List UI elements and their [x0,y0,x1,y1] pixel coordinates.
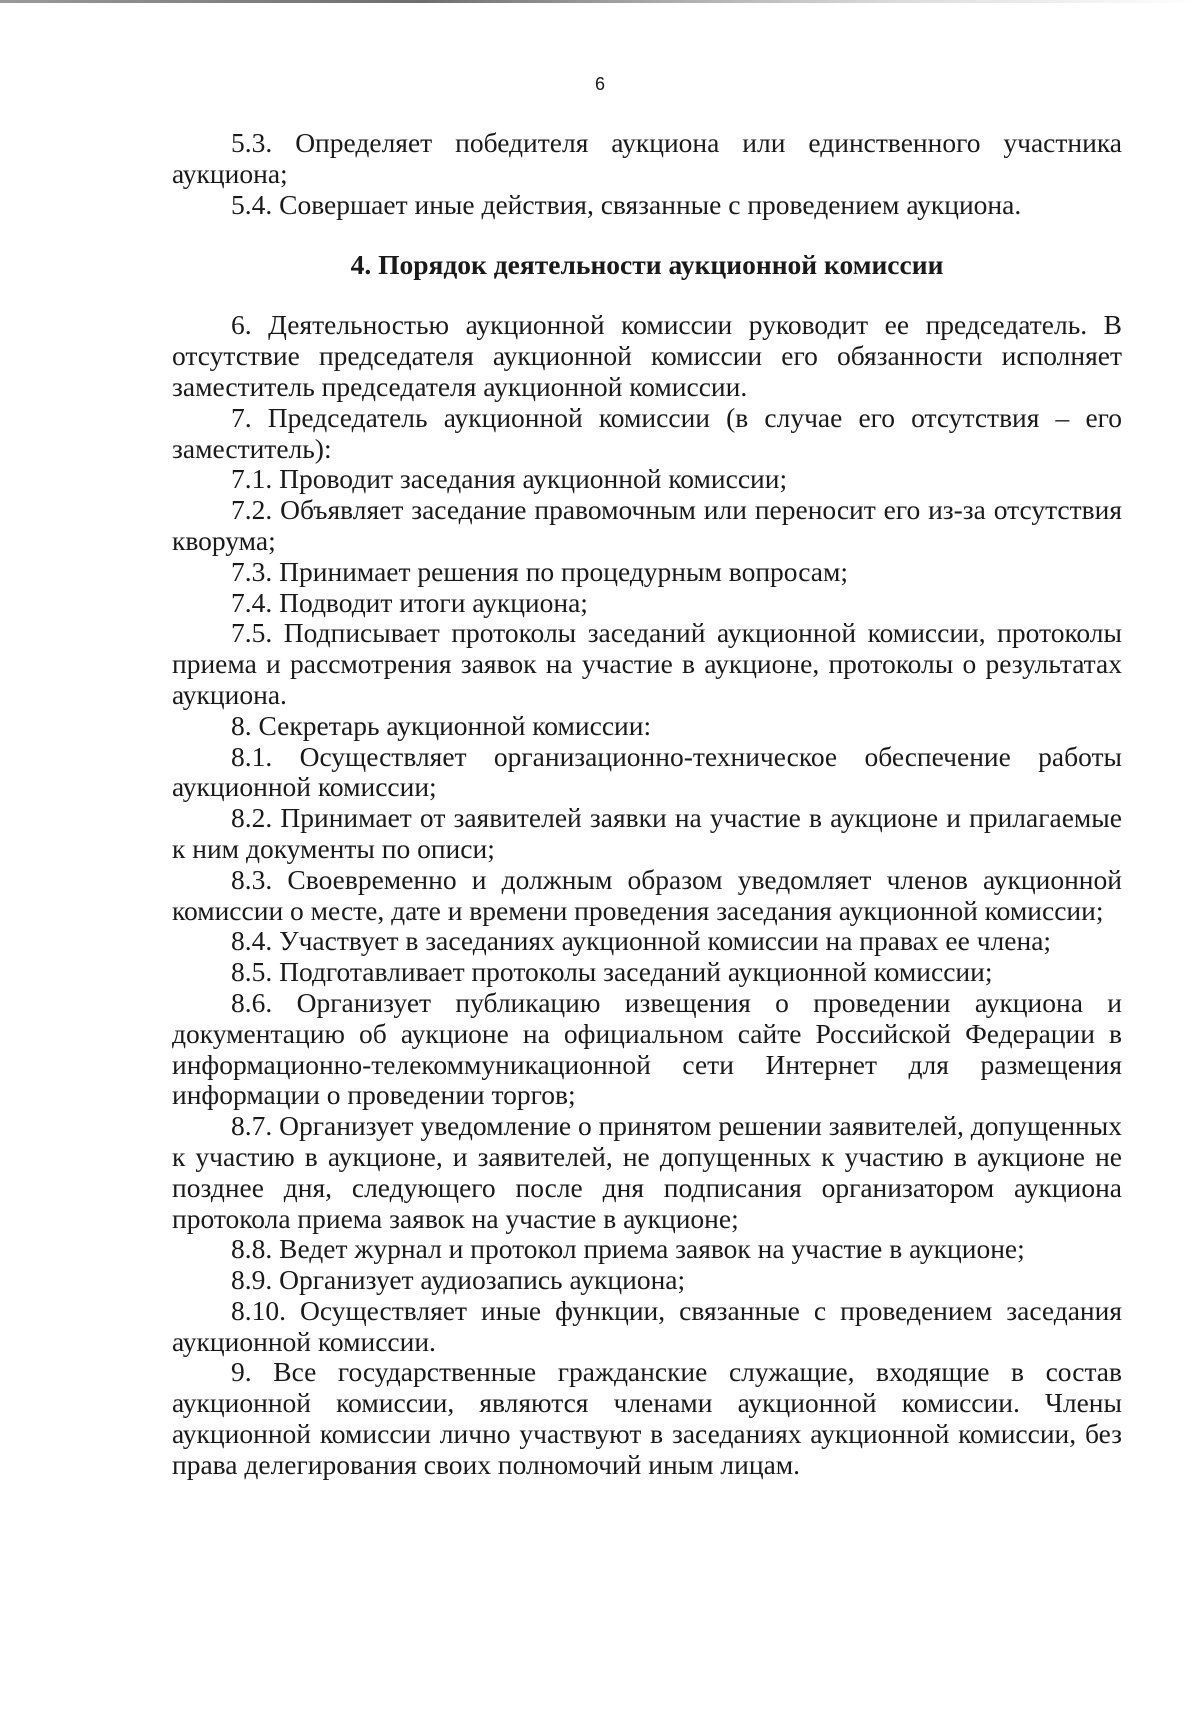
paragraph-8-1: 8.1. Осуществляет организационно-техническое обеспечение работы аукционной комиссии; [172,740,1122,803]
paragraph-8-3: 8.3. Своевременно и должным образом уведомляет членов аукционной комиссии о месте, дате и времени проведения заседания аукционной комиссии; [172,863,1122,926]
paragraph-8-7: 8.7. Организует уведомление о принятом решении заявителей, допущенных к участию в аукционе, и заявителей, не допущенных к участию в аукционе не позднее дня, следующего после дня подписания организатором аукциона протокола приема заявок на участие в аукционе; [172,1110,1122,1234]
scan-border [0,0,1200,3]
paragraph-8: 8. Секретарь аукционной комиссии: [231,709,652,741]
paragraph-8-6: 8.6. Организует публикацию извещения о проведении аукциона и документацию об аукционе на официальном сайте Российской Федерации в информационно-телекоммуникационной сети Интернет для размещения информации о проведении торгов; [172,986,1122,1111]
paragraph-8-8: 8.8. Ведет журнал и протокол приема заявок на участие в аукционе; [231,1233,1025,1265]
paragraph-9: 9. Все государственные гражданские служащие, входящие в состав аукционной комиссии, являются членами аукционной комиссии. Члены аукционной комиссии лично участвуют в заседаниях аукционной комиссии, без права делегирования своих полномочий иным лицам. [172,1356,1122,1480]
paragraph-8-5: 8.5. Подготавливает протоколы заседаний аукционной комиссии; [231,956,993,988]
paragraph-7-5: 7.5. Подписывает протоколы заседаний аукционной комиссии, протоколы приема и рассмотрения заявок на участие в аукционе, протоколы о результатах аукциона. [172,617,1122,710]
paragraph-7: 7. Председатель аукционной комиссии (в случае его отсутствия – его заместитель): [172,401,1122,464]
paragraph-7-3: 7.3. Принимает решения по процедурным вопросам; [231,555,849,587]
paragraph-8-9: 8.9. Организует аудиозапись аукциона; [231,1264,686,1296]
paragraph-8-4: 8.4. Участвует в заседаниях аукционной комиссии на правах ее члена; [231,925,1052,957]
paragraph-7-4: 7.4. Подводит итоги аукциона; [231,586,588,618]
paragraph-5-3: 5.3. Определяет победителя аукциона или единственного участника аукциона; [172,127,1122,189]
paragraph-7-2: 7.2. Объявляет заседание правомочным или переносит его из-за отсутствия кворума; [172,494,1122,556]
document-body [172,128,1122,1481]
paragraph-8-2: 8.2. Принимает от заявителей заявки на участие в аукционе и прилагаемые к ним документы по описи; [172,802,1122,864]
page-number: 6 [594,74,605,94]
section-heading: 4. Порядок деятельности аукционной комиссии [350,249,944,281]
paragraph-7-1: 7.1. Проводит заседания аукционной комиссии; [231,463,788,495]
paragraph-5-4: 5.4. Совершает иные действия, связанные с проведением аукциона. [231,188,1022,220]
paragraph-8-10: 8.10. Осуществляет иные функции, связанные с проведением заседания аукционной комиссии. [172,1294,1122,1357]
paragraph-6: 6. Деятельностью аукционной комиссии руководит ее председатель. В отсутствие председателя аукционной комиссии его обязанности исполняет заместитель председателя аукционной комиссии. [172,309,1122,402]
